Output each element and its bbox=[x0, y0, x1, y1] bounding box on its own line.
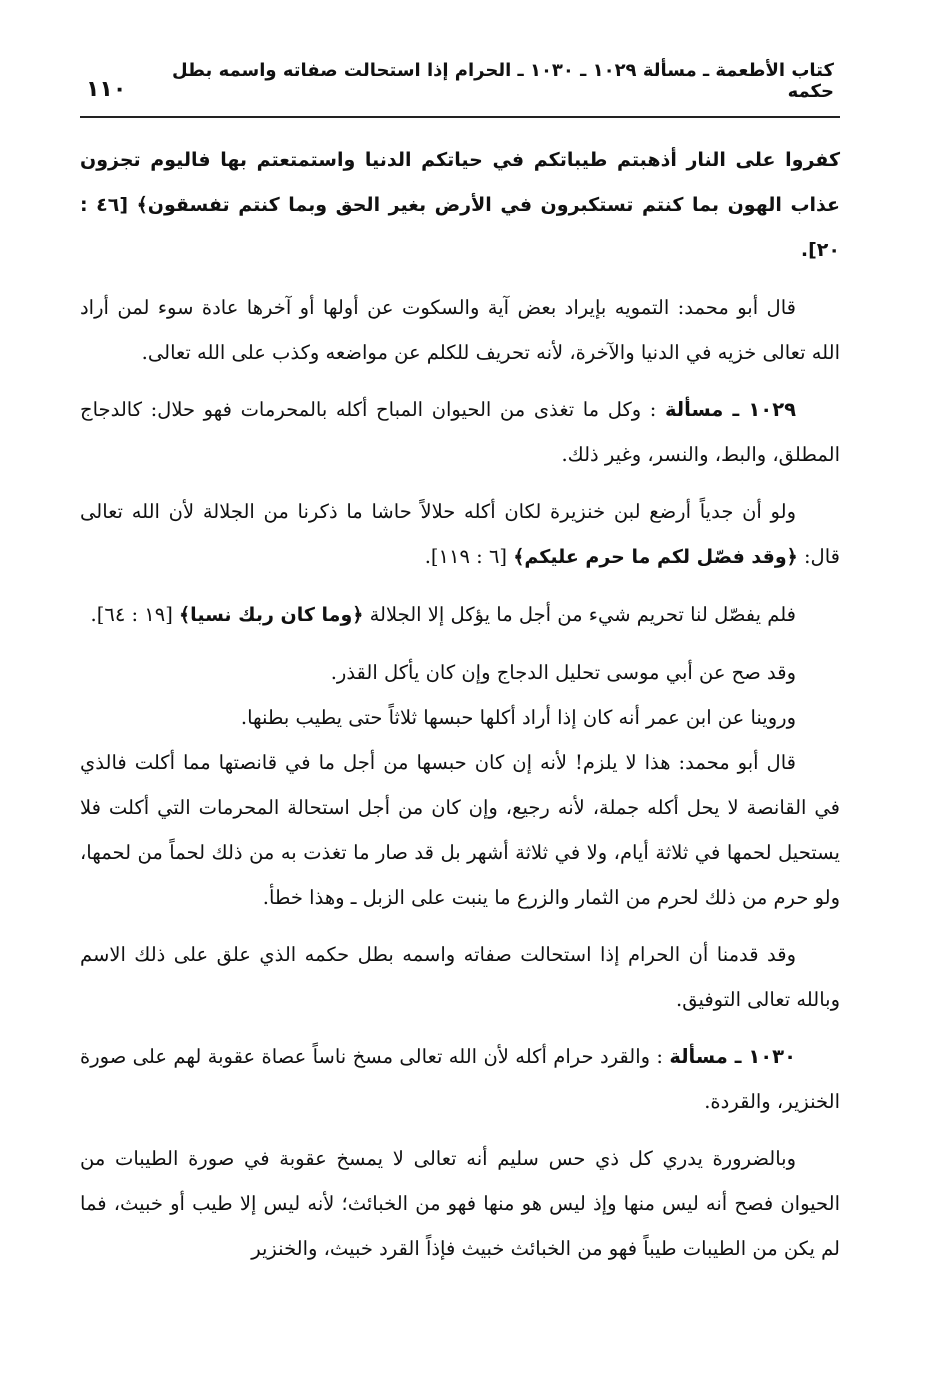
issue-1030-paragraph bbox=[80, 1034, 840, 1124]
argument-paragraph: قال أبو محمد: هذا لا يلزم! لأنه إن كان حبسها من أجل ما في قانصتها مما أكلت فالذي في القانصة لا يحل أكله جملة، لأنه رجيع، وإن كان من أجل استحالة المحرمات التي أكلت فلا يستحيل لحمها في ثلاثة أيام، ولا في ثلاثة أشهر بل قد صار ما تغذت به من ذلك لحماً من لحمها، ولو حرم من ذلك لحرم من الثمار والزرع ما ينبت على الزبل ـ وهذا خطأ. bbox=[80, 751, 840, 909]
commentary-paragraph: قال أبو محمد: التمويه بإيراد بعض آية والسكوت عن أولها أو آخرها عادة سوء لمن أراد الله تعالى خزيه في الدنيا والآخرة، لأنه تحريف للكلم عن مواضعه وكذب على الله تعالى. bbox=[80, 296, 840, 364]
narration-paragraph: وروينا عن ابن عمر أنه كان إذا أراد أكلها حبسها ثلاثاً حتى يطيب بطنها. bbox=[240, 706, 796, 729]
quran-quote: ﴿وقد فصّل لكم ما حرم عليكم﴾ bbox=[513, 546, 798, 568]
verse-reference: [٦ : ١١٩]. bbox=[424, 545, 508, 568]
issue-number-label: ١٠٣٠ ـ مسألة bbox=[669, 1045, 796, 1068]
page-number: ١١٠ bbox=[86, 77, 127, 102]
issue-text: : والقرد حرام أكله لأن الله تعالى مسخ ناساً عصاة عقوبة لهم على صورة الخنزير، والقردة. bbox=[80, 1045, 840, 1113]
issue-1029-paragraph bbox=[80, 387, 840, 477]
monkey-paragraph: وبالضرورة يدري كل ذي حس سليم أنه تعالى لا يمسخ عقوبة في صورة الطيبات من الحيوان فصح أنه ليس منها وإذ ليس هو منها فهو من الخبائث؛ لأنه ليس إلا طيب أو خبيث، فما لم يكن من الطيبات طيباً فهو من الخبائث خبيث فإذاً القرد خبيث، والخنزير bbox=[80, 1147, 840, 1260]
quran-quote: ﴿وما كان ربك نسيا﴾ bbox=[179, 604, 364, 626]
running-title: كتاب الأطعمة ـ مسألة ١٠٢٩ ـ ١٠٣٠ ـ الحرام إذا استحالت صفاته واسمه بطل حكمه bbox=[171, 60, 834, 102]
quran-quote-paragraph: كفروا على النار أذهبتم طيباتكم في حياتكم الدنيا واستمتعتم بها فاليوم تجزون عذاب الهون بما كنتم تستكبرون في الأرض بغير الحق وبما كنتم تفسقون﴾ [٤٦ : ٢٠]. bbox=[80, 149, 840, 261]
issue-number-label: ١٠٢٩ ـ مسألة bbox=[664, 398, 796, 421]
conclusion-paragraph: وقد قدمنا أن الحرام إذا استحالت صفاته واسمه بطل حكمه الذي علق على ذلك الاسم وبالله تعالى التوفيق. bbox=[80, 943, 840, 1011]
page-body bbox=[80, 138, 840, 1271]
issue-text: : وكل ما تغذى من الحيوان المباح أكله بالمحرمات فهو حلال: كالدجاج المطلق، والبط، والنسر، وغير ذلك. bbox=[80, 398, 840, 466]
jallala-paragraph bbox=[80, 592, 840, 638]
paragraph-text: فلم يفصّل لنا تحريم شيء من أجل ما يؤكل إلا الجلالة bbox=[369, 603, 796, 626]
paragraph-text: ولو أن جدياً أرضع لبن خنزيرة لكان أكله حلالاً حاشا ما ذكرنا من الجلالة لأن الله تعالى قال: bbox=[80, 500, 840, 568]
page-header bbox=[80, 60, 840, 118]
goat-paragraph bbox=[80, 489, 840, 580]
verse-reference: [١٩ : ٦٤]. bbox=[90, 603, 173, 626]
narration-paragraph: وقد صح عن أبي موسى تحليل الدجاج وإن كان يأكل القذر. bbox=[330, 661, 796, 684]
